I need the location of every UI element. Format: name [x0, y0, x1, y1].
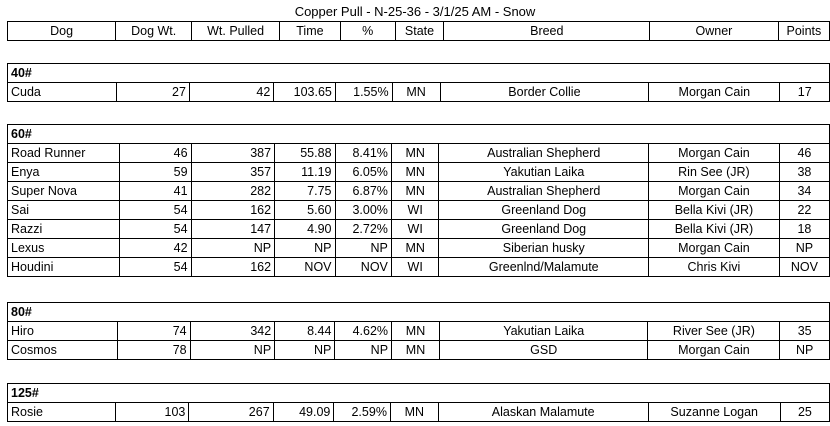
cell-time: 5.60 — [275, 201, 335, 220]
cell-weight-pulled: NP — [191, 239, 275, 258]
cell-state: MN — [390, 403, 438, 422]
cell-dog-weight: 46 — [119, 144, 191, 163]
weight-class-table-60 — [7, 124, 830, 277]
cell-dog-weight: 42 — [119, 239, 191, 258]
section-label: 60# — [8, 125, 830, 144]
table-row — [8, 83, 830, 102]
cell-points: 46 — [779, 144, 829, 163]
cell-state: MN — [391, 163, 439, 182]
cell-weight-pulled: 162 — [191, 201, 275, 220]
column-header-state: State — [395, 22, 444, 41]
cell-dog: Houdini — [8, 258, 120, 277]
cell-owner: River See (JR) — [648, 322, 780, 341]
cell-dog: Lexus — [8, 239, 120, 258]
cell-weight-pulled: 162 — [191, 258, 275, 277]
cell-percent: 4.62% — [335, 322, 392, 341]
column-header-weight-pulled: Wt. Pulled — [192, 22, 280, 41]
cell-percent: 3.00% — [335, 201, 391, 220]
column-header-breed: Breed — [444, 22, 650, 41]
cell-dog: Road Runner — [8, 144, 120, 163]
cell-weight-pulled: NP — [190, 341, 275, 360]
cell-points: NP — [780, 341, 830, 360]
cell-breed: GSD — [439, 341, 647, 360]
section-header — [8, 303, 830, 322]
cell-weight-pulled: 282 — [191, 182, 275, 201]
cell-percent: 6.87% — [335, 182, 391, 201]
cell-percent: 2.72% — [335, 220, 391, 239]
cell-time: NP — [275, 341, 335, 360]
cell-points: 34 — [779, 182, 829, 201]
cell-time: NP — [275, 239, 335, 258]
header-table — [7, 21, 830, 41]
table-row — [8, 144, 830, 163]
cell-state: MN — [391, 239, 439, 258]
cell-points: 35 — [780, 322, 830, 341]
cell-owner: Chris Kivi — [649, 258, 780, 277]
cell-time: 8.44 — [275, 322, 335, 341]
page-title: Copper Pull - N-25-36 - 3/1/25 AM - Snow — [294, 4, 536, 19]
weight-class-table-125 — [7, 383, 830, 422]
table-row — [8, 163, 830, 182]
section-header — [8, 125, 830, 144]
cell-dog-weight: 41 — [119, 182, 191, 201]
cell-points: 38 — [779, 163, 829, 182]
cell-time: 7.75 — [275, 182, 335, 201]
cell-dog: Hiro — [8, 322, 118, 341]
cell-time: 11.19 — [275, 163, 335, 182]
cell-owner: Suzanne Logan — [648, 403, 780, 422]
cell-owner: Bella Kivi (JR) — [649, 201, 780, 220]
cell-points: 25 — [780, 403, 829, 422]
cell-breed: Yakutian Laika — [439, 163, 649, 182]
cell-points: 17 — [780, 83, 830, 102]
cell-time: NOV — [275, 258, 335, 277]
cell-dog: Cuda — [8, 83, 117, 102]
table-row — [8, 220, 830, 239]
column-header-owner: Owner — [650, 22, 779, 41]
cell-dog: Enya — [8, 163, 120, 182]
cell-state: WI — [391, 201, 439, 220]
section-label: 125# — [8, 384, 830, 403]
cell-points: NP — [779, 239, 829, 258]
cell-dog: Sai — [8, 201, 120, 220]
cell-weight-pulled: 387 — [191, 144, 275, 163]
cell-owner: Bella Kivi (JR) — [649, 220, 780, 239]
table-row — [8, 322, 830, 341]
column-header-percent: % — [340, 22, 395, 41]
cell-dog-weight: 54 — [119, 201, 191, 220]
cell-dog-weight: 27 — [116, 83, 189, 102]
table-row — [8, 239, 830, 258]
section-label: 40# — [8, 64, 830, 83]
cell-points: NOV — [779, 258, 829, 277]
weight-class-table-40 — [7, 63, 830, 102]
cell-dog: Rosie — [8, 403, 116, 422]
cell-percent: NP — [335, 341, 392, 360]
cell-state: WI — [391, 258, 439, 277]
cell-breed: Greenland Dog — [439, 220, 649, 239]
cell-weight-pulled: 42 — [189, 83, 273, 102]
cell-owner: Morgan Cain — [649, 182, 780, 201]
cell-state: MN — [392, 322, 440, 341]
cell-dog: Razzi — [8, 220, 120, 239]
column-header-points: Points — [778, 22, 829, 41]
cell-dog-weight: 78 — [117, 341, 190, 360]
table-row — [8, 341, 830, 360]
cell-weight-pulled: 147 — [191, 220, 275, 239]
column-header-time: Time — [280, 22, 341, 41]
cell-dog-weight: 103 — [116, 403, 189, 422]
cell-breed: Greenland Dog — [439, 201, 649, 220]
cell-weight-pulled: 342 — [190, 322, 275, 341]
cell-time: 49.09 — [273, 403, 334, 422]
column-header-dog: Dog — [8, 22, 116, 41]
table-row — [8, 258, 830, 277]
cell-dog-weight: 59 — [119, 163, 191, 182]
cell-percent: 1.55% — [335, 83, 392, 102]
cell-percent: NP — [335, 239, 391, 258]
section-label: 80# — [8, 303, 830, 322]
cell-dog: Super Nova — [8, 182, 120, 201]
cell-state: MN — [391, 182, 439, 201]
cell-owner: Morgan Cain — [649, 239, 780, 258]
weight-class-table-80 — [7, 302, 830, 360]
section-header — [8, 64, 830, 83]
column-header-dog-weight: Dog Wt. — [116, 22, 192, 41]
cell-owner: Morgan Cain — [649, 144, 780, 163]
cell-owner: Morgan Cain — [649, 83, 780, 102]
cell-state: MN — [392, 341, 440, 360]
cell-weight-pulled: 357 — [191, 163, 275, 182]
cell-breed: Yakutian Laika — [439, 322, 647, 341]
cell-breed: Alaskan Malamute — [438, 403, 648, 422]
table-row — [8, 403, 830, 422]
cell-weight-pulled: 267 — [189, 403, 273, 422]
cell-owner: Morgan Cain — [648, 341, 780, 360]
cell-dog-weight: 74 — [117, 322, 190, 341]
cell-state: WI — [391, 220, 439, 239]
cell-dog: Cosmos — [8, 341, 118, 360]
cell-breed: Border Collie — [440, 83, 649, 102]
cell-percent: 6.05% — [335, 163, 391, 182]
cell-owner: Rin See (JR) — [649, 163, 780, 182]
cell-percent: 2.59% — [334, 403, 391, 422]
cell-percent: 8.41% — [335, 144, 391, 163]
cell-breed: Greenlnd/Malamute — [439, 258, 649, 277]
table-row — [8, 182, 830, 201]
cell-points: 18 — [779, 220, 829, 239]
cell-dog-weight: 54 — [119, 220, 191, 239]
cell-breed: Australian Shepherd — [439, 182, 649, 201]
cell-state: MN — [392, 83, 440, 102]
cell-time: 103.65 — [274, 83, 336, 102]
table-row — [8, 201, 830, 220]
cell-dog-weight: 54 — [119, 258, 191, 277]
cell-points: 22 — [779, 201, 829, 220]
cell-percent: NOV — [335, 258, 391, 277]
cell-time: 55.88 — [275, 144, 335, 163]
cell-breed: Australian Shepherd — [439, 144, 649, 163]
cell-breed: Siberian husky — [439, 239, 649, 258]
cell-time: 4.90 — [275, 220, 335, 239]
section-header — [8, 384, 830, 403]
column-header-row — [8, 22, 830, 41]
cell-state: MN — [391, 144, 439, 163]
